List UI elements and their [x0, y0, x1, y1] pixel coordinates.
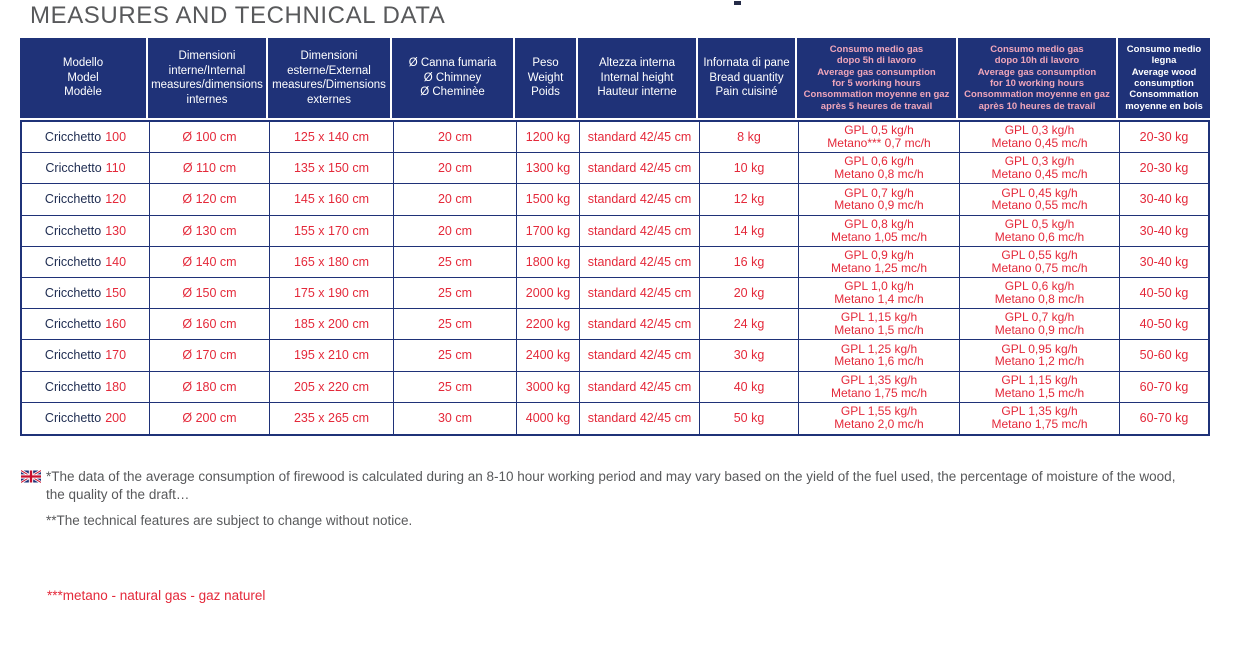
cell-gas10: GPL 0,3 kg/h Metano 0,45 mc/h: [960, 153, 1120, 183]
cell-external: 195 x 210 cm: [270, 340, 394, 370]
cell-model: Cricchetto 160: [22, 309, 150, 339]
cell-internal: Ø 140 cm: [150, 247, 270, 277]
cell-gas5: GPL 1,55 kg/h Metano 2,0 mc/h: [799, 403, 960, 434]
cell-height: standard 42/45 cm: [580, 340, 700, 370]
cell-model: Cricchetto 180: [22, 372, 150, 402]
cell-bread: 24 kg: [700, 309, 799, 339]
cell-weight: 3000 kg: [517, 372, 580, 402]
cell-external: 175 x 190 cm: [270, 278, 394, 308]
cell-external: 135 x 150 cm: [270, 153, 394, 183]
cell-height: standard 42/45 cm: [580, 153, 700, 183]
cell-chimney: 25 cm: [394, 372, 517, 402]
table-row: [22, 309, 1208, 340]
cell-wood: 30-40 kg: [1139, 192, 1189, 207]
cell-model: Cricchetto 200: [22, 403, 150, 434]
column-header-internal: Dimensioni interne/Internal measures/dimensions internes: [148, 38, 268, 118]
cell-model: Cricchetto 120: [22, 184, 150, 214]
cell-height: standard 42/45 cm: [580, 403, 700, 434]
table-row: [22, 340, 1208, 371]
cell-bread: 10 kg: [700, 153, 799, 183]
cell-external: 235 x 265 cm: [270, 403, 394, 434]
cell-model: Cricchetto 150: [22, 278, 150, 308]
cell-internal: Ø 120 cm: [150, 184, 270, 214]
cell-internal: Ø 100 cm: [150, 122, 270, 152]
cell-bread: 14 kg: [700, 216, 799, 246]
cell-internal: Ø 200 cm: [150, 403, 270, 434]
cell-gas10: GPL 0,95 kg/h Metano 1,2 mc/h: [960, 340, 1120, 370]
cell-bread: 40 kg: [700, 372, 799, 402]
cell-model: Cricchetto 110: [22, 153, 150, 183]
cell-wood: 30-40 kg: [1139, 254, 1189, 269]
page-title: MEASURES AND TECHNICAL DATA: [30, 2, 446, 29]
cell-gas10: GPL 0,5 kg/h Metano 0,6 mc/h: [960, 216, 1120, 246]
cell-gas10: GPL 0,7 kg/h Metano 0,9 mc/h: [960, 309, 1120, 339]
table-row: [22, 403, 1208, 434]
technical-data-table: [20, 38, 1210, 436]
cell-weight: 1300 kg: [517, 153, 580, 183]
cell-height: standard 42/45 cm: [580, 216, 700, 246]
column-header-height: Altezza interna Internal height Hauteur interne: [578, 38, 698, 118]
cell-internal: Ø 170 cm: [150, 340, 270, 370]
column-header-gas5: Consumo medio gas dopo 5h di lavoro Average gas consumption for 5 working hours Consommation moyenne en gaz après 5 heures de travail: [797, 38, 958, 118]
cell-gas5: GPL 1,35 kg/h Metano 1,75 mc/h: [799, 372, 960, 402]
cell-weight: 1200 kg: [517, 122, 580, 152]
column-header-external: Dimensioni esterne/External measures/Dimensions externes: [268, 38, 392, 118]
cell-gas5: GPL 1,25 kg/h Metano 1,6 mc/h: [799, 340, 960, 370]
cell-external: 185 x 200 cm: [270, 309, 394, 339]
column-header-model: Modello Model Modèle: [20, 38, 148, 118]
cell-wood: 50-60 kg: [1139, 348, 1189, 363]
column-header-gas10: Consumo medio gas dopo 10h di lavoro Average gas consumption for 10 working hours Consommation moyenne en gaz après 10 heures de travail: [958, 38, 1118, 118]
table-row: [22, 278, 1208, 309]
column-header-bread: Infornata di pane Bread quantity Pain cuisiné: [698, 38, 797, 118]
cell-chimney: 25 cm: [394, 278, 517, 308]
cell-weight: 4000 kg: [517, 403, 580, 434]
cell-internal: Ø 130 cm: [150, 216, 270, 246]
cell-chimney: 25 cm: [394, 309, 517, 339]
cell-chimney: 25 cm: [394, 247, 517, 277]
column-header-weight: Peso Weight Poids: [515, 38, 578, 118]
cell-wood: 30-40 kg: [1139, 223, 1189, 238]
cell-gas5: GPL 0,8 kg/h Metano 1,05 mc/h: [799, 216, 960, 246]
page-crop-artifact: [734, 1, 741, 5]
cell-gas10: GPL 0,3 kg/h Metano 0,45 mc/h: [960, 122, 1120, 152]
table-row: [22, 247, 1208, 278]
cell-height: standard 42/45 cm: [580, 278, 700, 308]
cell-gas5: GPL 0,7 kg/h Metano 0,9 mc/h: [799, 184, 960, 214]
cell-height: standard 42/45 cm: [580, 122, 700, 152]
cell-weight: 2200 kg: [517, 309, 580, 339]
cell-bread: 20 kg: [700, 278, 799, 308]
cell-internal: Ø 150 cm: [150, 278, 270, 308]
cell-bread: 8 kg: [700, 122, 799, 152]
uk-flag-icon: [21, 470, 41, 483]
cell-chimney: 20 cm: [394, 184, 517, 214]
cell-wood: 20-30 kg: [1139, 130, 1189, 145]
cell-external: 145 x 160 cm: [270, 184, 394, 214]
cell-wood: 60-70 kg: [1139, 379, 1189, 394]
cell-chimney: 20 cm: [394, 216, 517, 246]
cell-external: 125 x 140 cm: [270, 122, 394, 152]
cell-bread: 12 kg: [700, 184, 799, 214]
cell-wood: 60-70 kg: [1139, 411, 1189, 426]
column-header-wood: Consumo medio legna Average wood consumption Consommation moyenne en bois: [1118, 38, 1210, 118]
cell-gas5: GPL 1,15 kg/h Metano 1,5 mc/h: [799, 309, 960, 339]
column-header-chimney: Ø Canna fumaria Ø Chimney Ø Cheminèe: [392, 38, 515, 118]
footnote-block: [21, 468, 1193, 530]
cell-chimney: 20 cm: [394, 153, 517, 183]
cell-external: 205 x 220 cm: [270, 372, 394, 402]
cell-height: standard 42/45 cm: [580, 247, 700, 277]
cell-height: standard 42/45 cm: [580, 309, 700, 339]
table-row: [22, 184, 1208, 215]
cell-chimney: 30 cm: [394, 403, 517, 434]
cell-model: Cricchetto 100: [22, 122, 150, 152]
cell-gas10: GPL 0,6 kg/h Metano 0,8 mc/h: [960, 278, 1120, 308]
cell-gas10: GPL 0,45 kg/h Metano 0,55 mc/h: [960, 184, 1120, 214]
cell-internal: Ø 160 cm: [150, 309, 270, 339]
cell-wood: 40-50 kg: [1139, 286, 1189, 301]
cell-gas5: GPL 1,0 kg/h Metano 1,4 mc/h: [799, 278, 960, 308]
cell-external: 155 x 170 cm: [270, 216, 394, 246]
cell-gas5: GPL 0,9 kg/h Metano 1,25 mc/h: [799, 247, 960, 277]
cell-weight: 2000 kg: [517, 278, 580, 308]
table-row: [22, 153, 1208, 184]
cell-weight: 2400 kg: [517, 340, 580, 370]
table-row: [22, 122, 1208, 153]
cell-bread: 50 kg: [700, 403, 799, 434]
cell-weight: 1800 kg: [517, 247, 580, 277]
cell-gas5: GPL 0,6 kg/h Metano 0,8 mc/h: [799, 153, 960, 183]
cell-bread: 16 kg: [700, 247, 799, 277]
cell-internal: Ø 110 cm: [150, 153, 270, 183]
footnote-technical-features: **The technical features are subject to change without notice.: [46, 513, 413, 528]
cell-model: Cricchetto 170: [22, 340, 150, 370]
table-body: [20, 120, 1210, 436]
footnote-metano: ***metano - natural gas - gaz naturel: [47, 588, 266, 603]
cell-height: standard 42/45 cm: [580, 184, 700, 214]
cell-wood: 20-30 kg: [1139, 161, 1189, 176]
cell-weight: 1700 kg: [517, 216, 580, 246]
cell-chimney: 25 cm: [394, 340, 517, 370]
footnote-firewood: *The data of the average consumption of firewood is calculated during an 8-10 hour working period and may vary based on the yield of the fuel used, the percentage of moisture of the wood, the quality of the draft…: [46, 469, 1176, 502]
cell-weight: 1500 kg: [517, 184, 580, 214]
cell-bread: 30 kg: [700, 340, 799, 370]
cell-external: 165 x 180 cm: [270, 247, 394, 277]
cell-height: standard 42/45 cm: [580, 372, 700, 402]
table-row: [22, 372, 1208, 403]
table-row: [22, 216, 1208, 247]
cell-internal: Ø 180 cm: [150, 372, 270, 402]
cell-model: Cricchetto 140: [22, 247, 150, 277]
cell-gas10: GPL 0,55 kg/h Metano 0,75 mc/h: [960, 247, 1120, 277]
footnote-text: [46, 468, 1191, 530]
cell-chimney: 20 cm: [394, 122, 517, 152]
cell-wood: 40-50 kg: [1139, 317, 1189, 332]
table-header-row: [20, 38, 1210, 118]
cell-gas5: GPL 0,5 kg/h Metano*** 0,7 mc/h: [799, 122, 960, 152]
cell-gas10: GPL 1,15 kg/h Metano 1,5 mc/h: [960, 372, 1120, 402]
cell-model: Cricchetto 130: [22, 216, 150, 246]
cell-gas10: GPL 1,35 kg/h Metano 1,75 mc/h: [960, 403, 1120, 434]
